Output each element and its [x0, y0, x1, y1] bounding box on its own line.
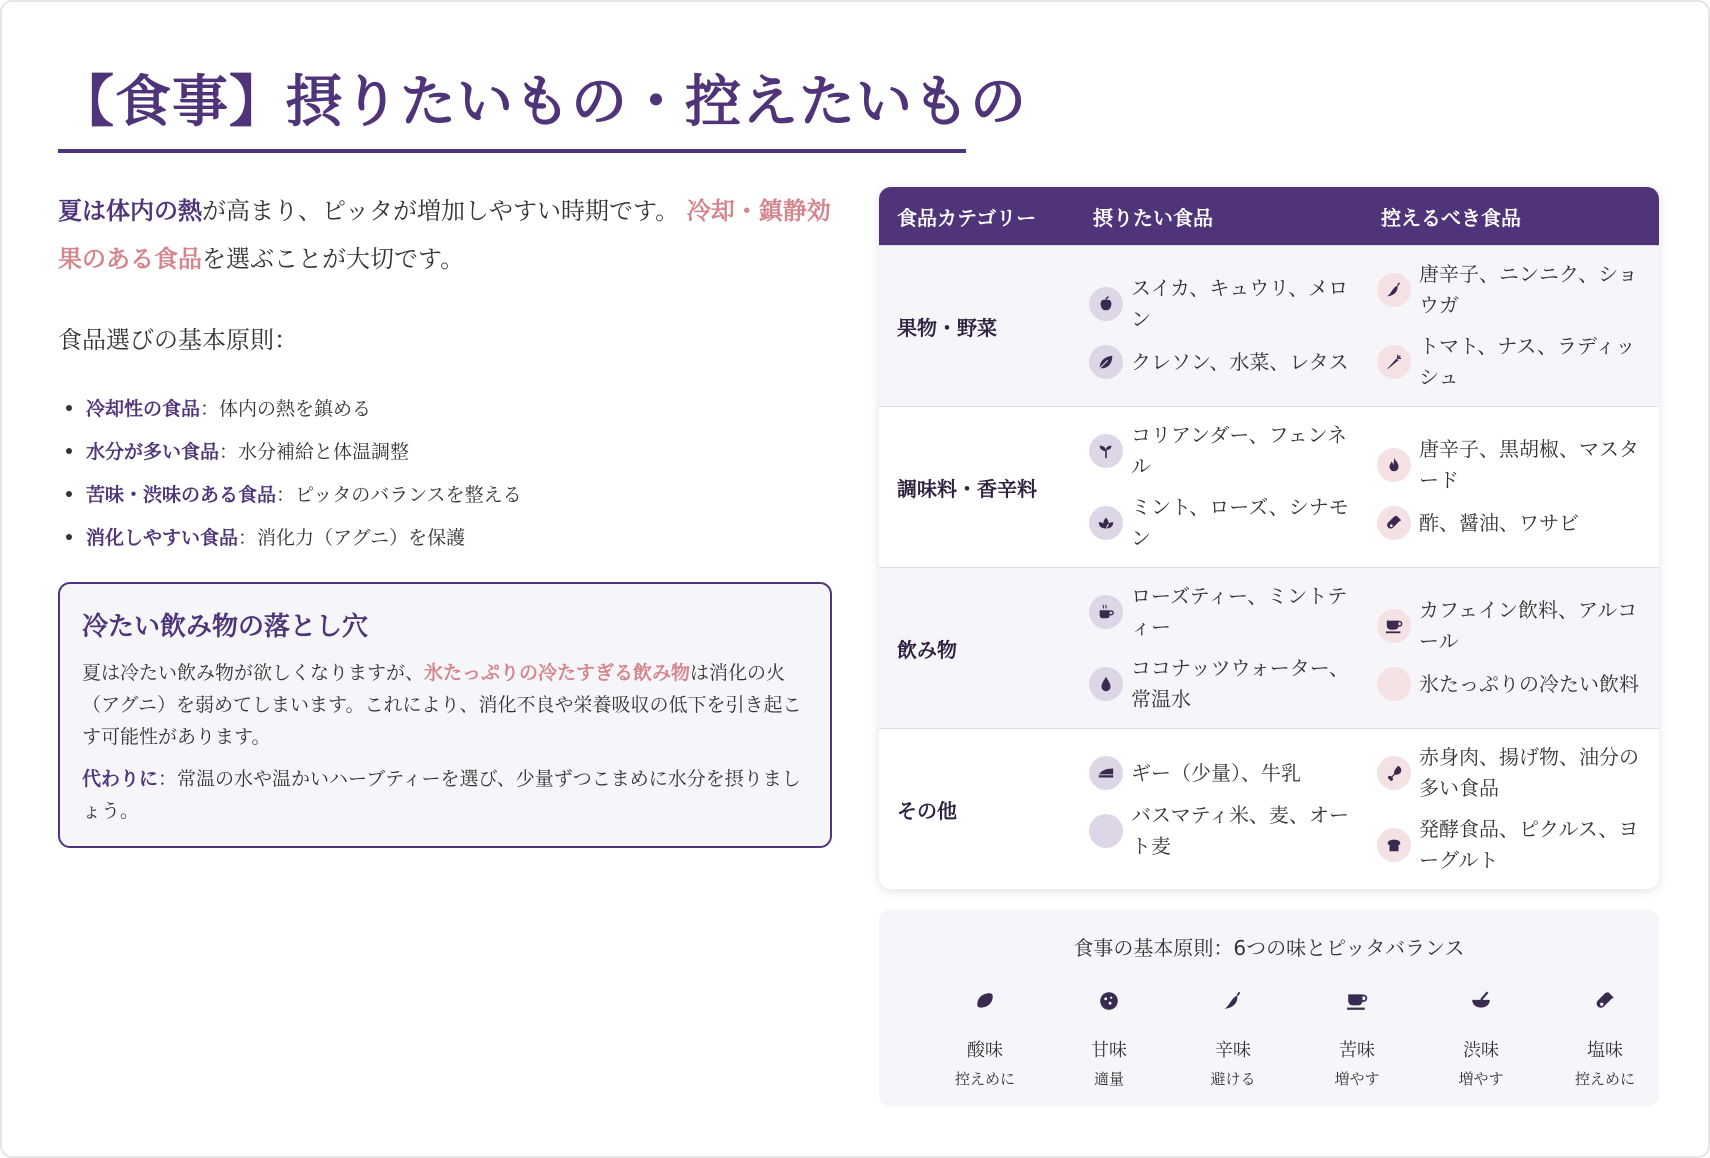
coffee-icon: [1377, 609, 1411, 643]
taste-note: 増やす: [1458, 1070, 1504, 1088]
principle-term: 苦味・渋味のある食品: [86, 484, 277, 506]
principle-desc: ：水分補給と体温調整: [219, 441, 410, 463]
callout-text: 夏は冷たい飲み物が欲しくなりますが、: [82, 662, 425, 684]
food-text: ギー（少量）、牛乳: [1131, 760, 1301, 785]
bullet: [66, 448, 72, 454]
food-text: カフェイン飲料、アルコール: [1419, 598, 1638, 653]
taste-note: 避ける: [1210, 1070, 1256, 1088]
category-cell: その他: [897, 798, 957, 823]
tastes-title: 食事の基本原則：6つの味とピッタバランス: [1073, 936, 1465, 960]
callout-text: は消化の火（アグニ）を弱めてしまいます。これにより、消化不良や栄養吸収の低下を引き起こす可能性があります。: [82, 662, 802, 748]
droplet-icon: [1089, 667, 1123, 701]
food-text: ミント、ローズ、シナモン: [1131, 495, 1349, 550]
recommended-cell: [1075, 581, 1363, 715]
mug-icon: [1089, 595, 1123, 629]
principles-list: [58, 386, 522, 558]
header-recommended: 摂りたい食品: [1093, 205, 1213, 230]
bullet: [66, 534, 72, 540]
bread-icon: [1377, 828, 1411, 862]
taste-name: 辛味: [1215, 1040, 1251, 1061]
food-item: [1377, 506, 1659, 540]
food-item: [1089, 420, 1363, 482]
principles-heading: 食品選びの基本原則：: [58, 326, 298, 354]
taste-note: 控えめに: [954, 1070, 1015, 1088]
taste-name: 酸味: [967, 1040, 1003, 1061]
taste-item: [1295, 990, 1419, 1089]
list-item: [58, 515, 522, 558]
table-row: [879, 406, 1659, 567]
table-header: [879, 187, 1659, 245]
cheese-icon: [1089, 756, 1123, 790]
food-item: [1377, 595, 1659, 657]
bullet: [66, 491, 72, 497]
coffee-icon: [1346, 990, 1368, 1016]
fire-icon: [1377, 448, 1411, 482]
spa-icon: [1089, 506, 1123, 540]
taste-note: 適量: [1093, 1070, 1124, 1088]
lemon-icon: [974, 990, 996, 1016]
callout-advice-label: 代わりに: [82, 768, 159, 790]
food-text: 唐辛子、ニンニク、ショウガ: [1419, 262, 1638, 317]
taste-name: 苦味: [1339, 1040, 1375, 1061]
food-item: [1377, 434, 1659, 496]
food-text: ローズティー、ミントティー: [1131, 584, 1348, 639]
food-text: 氷たっぷりの冷たい飲料: [1419, 671, 1639, 696]
cookie-icon: [1098, 990, 1120, 1016]
food-table: [879, 187, 1659, 889]
drumstick-icon: [1377, 756, 1411, 790]
category-cell: 調味料・香辛料: [897, 476, 1037, 501]
blank-icon: [1089, 814, 1123, 848]
taste-note: 増やす: [1334, 1070, 1380, 1088]
food-text: コリアンダー、フェンネル: [1131, 423, 1347, 478]
avoid-cell: [1363, 742, 1659, 876]
bullet: [66, 405, 72, 411]
callout-body: [82, 657, 808, 753]
avoid-cell: [1363, 259, 1659, 393]
taste-item: [1543, 990, 1667, 1089]
header-category: 食品カテゴリー: [897, 205, 1037, 230]
food-item: [1089, 492, 1363, 554]
bottle-icon: [1594, 990, 1616, 1016]
recommended-cell: [1075, 420, 1363, 554]
taste-note: 控えめに: [1574, 1070, 1635, 1088]
food-item: [1377, 814, 1659, 876]
intro-text: が高まり、ピッタが増加しやすい時期です。: [202, 197, 680, 225]
taste-name: 塩味: [1587, 1040, 1623, 1061]
food-text: 酢、醤油、ワサビ: [1419, 510, 1579, 535]
taste-item: [1047, 990, 1171, 1089]
pepper-icon: [1377, 273, 1411, 307]
food-text: バスマティ米、麦、オート麦: [1131, 803, 1349, 858]
leaf-icon: [1089, 345, 1123, 379]
principle-term: 冷却性の食品: [86, 398, 201, 420]
apple-icon: [1089, 287, 1123, 321]
category-cell: 飲み物: [897, 637, 957, 662]
callout-advice: [82, 763, 808, 827]
principle-desc: ：消化力（アグニ）を保護: [238, 527, 466, 549]
food-text: スイカ、キュウリ、メロン: [1131, 276, 1349, 331]
principle-term: 水分が多い食品: [86, 441, 220, 463]
mortar-icon: [1470, 990, 1492, 1016]
food-item: [1377, 667, 1659, 701]
pepper-icon: [1222, 990, 1244, 1016]
taste-name: 甘味: [1091, 1040, 1127, 1061]
food-text: 発酵食品、ピクルス、ヨーグルト: [1419, 817, 1639, 872]
table-row: [879, 728, 1659, 889]
food-text: ココナッツウォーター、常温水: [1131, 656, 1349, 711]
intro-paragraph: [58, 187, 848, 283]
food-item: [1089, 653, 1363, 715]
taste-item: [1171, 990, 1295, 1089]
principle-term: 消化しやすい食品: [86, 527, 239, 549]
callout-title: 冷たい飲み物の落とし穴: [82, 612, 369, 642]
list-item: [58, 472, 522, 515]
seedling-icon: [1089, 434, 1123, 468]
six-tastes-panel: [879, 910, 1659, 1106]
principle-desc: ：体内の熱を鎮める: [200, 398, 372, 420]
food-text: トマト、ナス、ラディッシュ: [1419, 334, 1636, 389]
callout-advice-text: ：常温の水や温かいハーブティーを選び、少量ずつこまめに水分を摂りましょう。: [82, 768, 801, 822]
food-item: [1089, 345, 1363, 379]
taste-item: [1419, 990, 1543, 1089]
page-title: 【食事】摂りたいもの・控えたいもの: [58, 70, 1027, 135]
food-item: [1377, 259, 1659, 321]
blank-icon: [1377, 667, 1411, 701]
table-row: [879, 245, 1659, 406]
food-item: [1377, 331, 1659, 393]
list-item: [58, 429, 522, 472]
food-item: [1377, 742, 1659, 804]
food-item: [1089, 756, 1363, 790]
avoid-cell: [1363, 595, 1659, 701]
food-item: [1089, 581, 1363, 643]
recommended-cell: [1075, 273, 1363, 379]
recommended-cell: [1075, 756, 1363, 862]
header-avoid: 控えるべき食品: [1381, 205, 1521, 230]
food-text: クレソン、水菜、レタス: [1131, 349, 1349, 374]
principle-desc: ：ピッタのバランスを整える: [276, 484, 522, 506]
list-item: [58, 386, 522, 429]
tastes-list: [923, 990, 1643, 1089]
taste-item: [923, 990, 1047, 1089]
taste-name: 渋味: [1463, 1040, 1499, 1061]
intro-highlight-cooling: 冷却・鎮静効果のある食品: [58, 197, 831, 273]
intro-text-end: を選ぶことが大切です。: [202, 245, 465, 273]
carrot-icon: [1377, 345, 1411, 379]
food-item: [1089, 273, 1363, 335]
table-row: [879, 567, 1659, 728]
food-item: [1089, 800, 1363, 862]
title-divider: [58, 149, 966, 153]
category-cell: 果物・野菜: [897, 315, 997, 340]
food-text: 唐辛子、黒胡椒、マスタード: [1419, 437, 1639, 492]
callout-highlight: 氷たっぷりの冷たすぎる飲み物: [424, 662, 691, 684]
intro-highlight-heat: 夏は体内の熱: [58, 197, 202, 225]
avoid-cell: [1363, 434, 1659, 540]
food-text: 赤身肉、揚げ物、油分の多い食品: [1419, 745, 1639, 800]
bottle-icon: [1377, 506, 1411, 540]
cold-drinks-callout: [58, 582, 832, 848]
